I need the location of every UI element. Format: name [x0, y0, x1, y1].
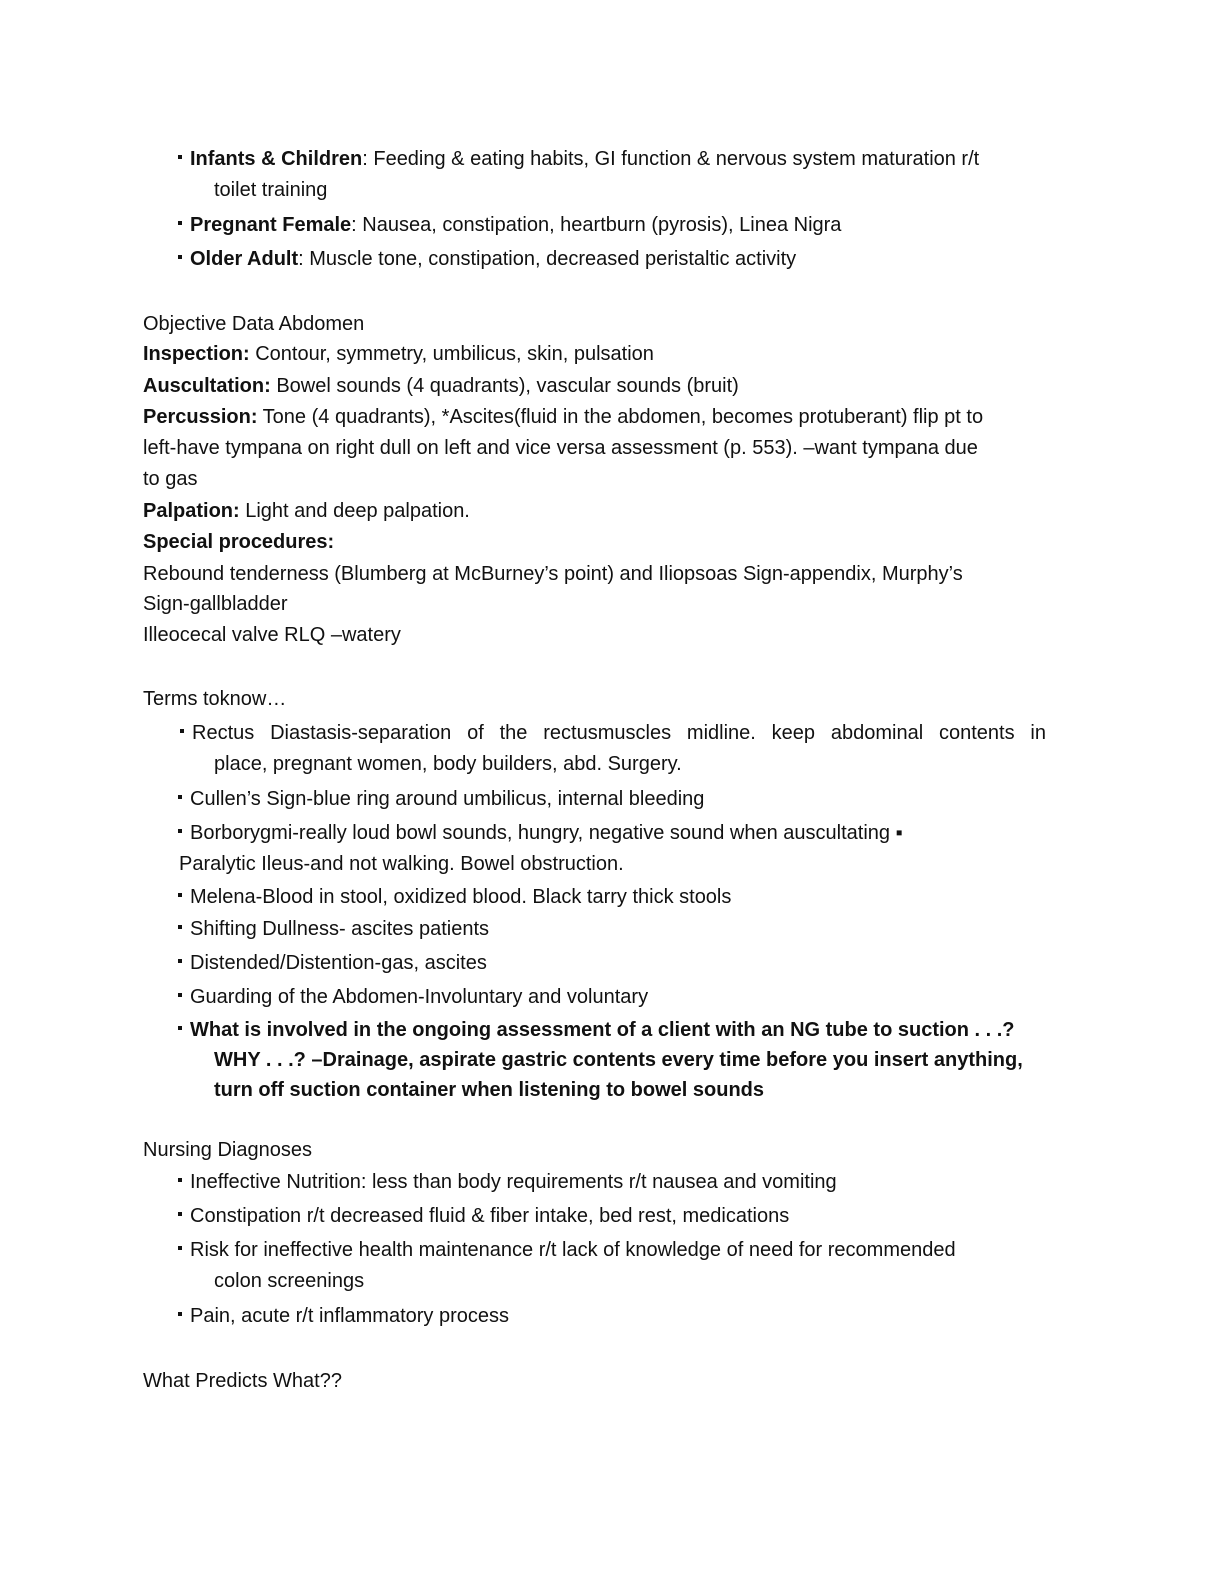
palpation-text: Light and deep palpation.: [239, 500, 470, 522]
bullet-icon: [178, 893, 182, 897]
term-text: Melena-Blood in stool, oxidized blood. Black tarry thick stools: [190, 886, 732, 908]
diagnosis-text: Risk for ineffective health maintenance r/t lack of knowledge of need for recommended: [190, 1239, 956, 1261]
term-text: Borborygmi-really loud bowl sounds, hungry, negative sound when auscultating ▪: [190, 822, 903, 844]
term-continuation: place, pregnant women, body builders, abd. Surgery.: [214, 753, 682, 775]
bullet-icon: [178, 1026, 182, 1030]
list-item: [178, 1170, 1048, 1194]
inspection-line: [143, 342, 654, 366]
list-item: [178, 951, 1048, 975]
list-item: [178, 213, 1048, 237]
percussion-text: Tone (4 quadrants), *Ascites(fluid in the abdomen, becomes protuberant) flip pt to: [257, 406, 984, 428]
diagnosis-text: Ineffective Nutrition: less than body requirements r/t nausea and vomiting: [190, 1171, 837, 1193]
percussion-line: [143, 405, 983, 429]
list-item: [178, 247, 1048, 271]
list-item: [178, 821, 1048, 845]
diagnosis-continuation: colon screenings: [214, 1270, 365, 1292]
list-item: [178, 1018, 1048, 1042]
bullet-text: : Muscle tone, constipation, decreased peristaltic activity: [298, 248, 797, 270]
term-continuation: turn off suction container when listening to bowel sounds: [214, 1079, 764, 1101]
term-continuation: WHY . . .? –Drainage, aspirate gastric contents every time before you insert anything,: [214, 1049, 1023, 1071]
percussion-text-line: to gas: [143, 468, 198, 490]
special-procedures-text: Sign-gallbladder: [143, 593, 288, 615]
term-text: Distended/Distention-gas, ascites: [190, 952, 487, 974]
bullet-label: Pregnant Female: [190, 214, 352, 236]
bullet-icon: [178, 1246, 182, 1250]
bullet-icon: [178, 1178, 182, 1182]
bullet-icon: [178, 1312, 182, 1316]
diagnosis-text: Constipation r/t decreased fluid & fiber intake, bed rest, medications: [190, 1205, 790, 1227]
auscultation-text: Bowel sounds (4 quadrants), vascular sounds (bruit): [270, 375, 739, 397]
term-continuation: Paralytic Ileus-and not walking. Bowel obstruction.: [179, 853, 624, 875]
auscultation-line: [143, 374, 739, 398]
inspection-label: Inspection:: [143, 343, 250, 365]
auscultation-label: Auscultation:: [143, 375, 271, 397]
bullet-icon: [178, 925, 182, 929]
bullet-text: : Feeding & eating habits, GI function & nervous system maturation r/t: [362, 148, 980, 170]
inspection-text: Contour, symmetry, umbilicus, skin, pulsation: [249, 343, 654, 365]
special-procedures-text: Rebound tenderness (Blumberg at McBurney’s point) and Iliopsoas Sign-appendix, Murphy’s: [143, 563, 963, 585]
section-heading: Objective Data Abdomen: [143, 313, 365, 335]
term-text: What is involved in the ongoing assessment of a client with an NG tube to suction . . .?: [190, 1019, 1015, 1041]
percussion-label: Percussion:: [143, 406, 258, 428]
diagnosis-text: Pain, acute r/t inflammatory process: [190, 1305, 510, 1327]
list-item: [178, 985, 1048, 1009]
palpation-line: [143, 499, 470, 523]
term-text: Rectus Diastasis-separation of the rectusmuscles midline. keep abdominal contents in: [192, 722, 1046, 744]
list-item: [178, 787, 1048, 811]
term-text: Cullen’s Sign-blue ring around umbilicus, internal bleeding: [190, 788, 705, 810]
list-item: [178, 1304, 1048, 1328]
list-item: [178, 917, 1048, 941]
bullet-continuation: toilet training: [214, 179, 328, 201]
list-item: [180, 721, 1046, 745]
bullet-icon: [178, 1212, 182, 1216]
section-heading: Nursing Diagnoses: [143, 1139, 312, 1161]
illeocecal-text: Illeocecal valve RLQ –watery: [143, 624, 401, 646]
bullet-text: : Nausea, constipation, heartburn (pyrosis), Linea Nigra: [351, 214, 842, 236]
section-heading: What Predicts What??: [143, 1370, 342, 1392]
bullet-icon: [178, 959, 182, 963]
section-heading: Terms toknow…: [143, 688, 287, 710]
term-text: Guarding of the Abdomen-Involuntary and voluntary: [190, 986, 649, 1008]
list-item: [178, 885, 1048, 909]
bullet-icon: [178, 155, 182, 159]
bullet-label: Infants & Children: [190, 148, 363, 170]
bullet-icon: [178, 795, 182, 799]
bullet-icon: [178, 221, 182, 225]
bullet-icon: [180, 729, 184, 733]
bullet-label: Older Adult: [190, 248, 299, 270]
percussion-text-line: left-have tympana on right dull on left and vice versa assessment (p. 553). –want tympana due: [143, 437, 978, 459]
palpation-label: Palpation:: [143, 500, 240, 522]
bullet-icon: [178, 993, 182, 997]
bullet-icon: [178, 829, 182, 833]
bullet-icon: [178, 255, 182, 259]
list-item: [178, 1204, 1048, 1228]
list-item: [178, 1238, 1048, 1262]
special-procedures-label: Special procedures:: [143, 531, 335, 553]
term-text: Shifting Dullness- ascites patients: [190, 918, 490, 940]
list-item: [178, 147, 1048, 171]
